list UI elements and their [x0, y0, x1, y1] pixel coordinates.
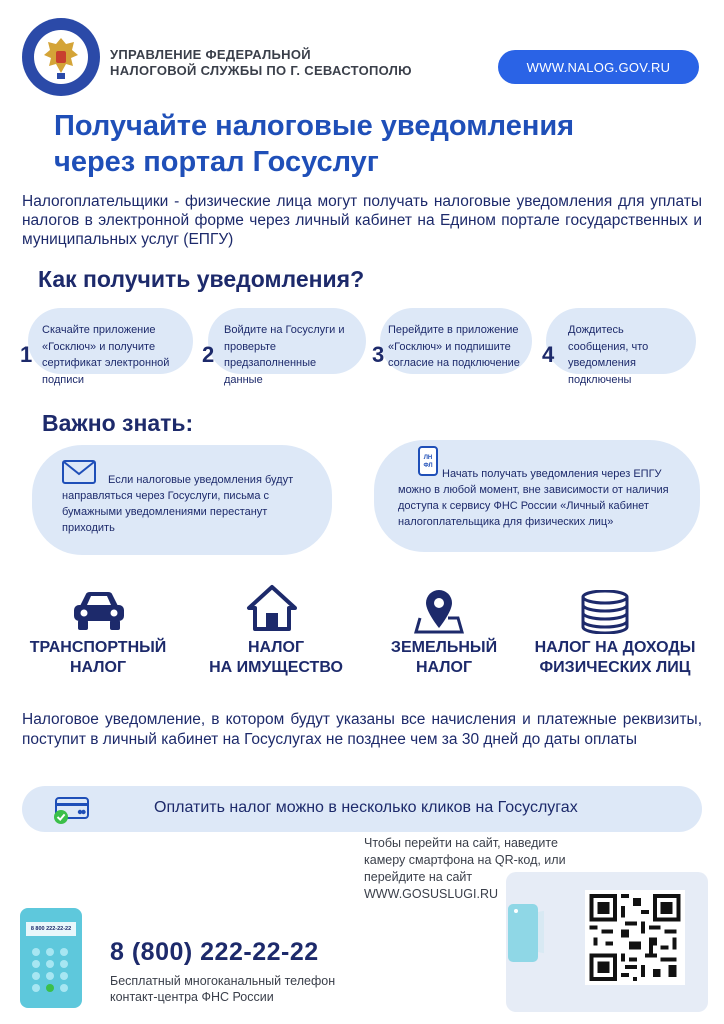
- qr-hint-line-3: перейдите на сайт: [364, 870, 473, 884]
- step-4-text: Дождитесь сообщения, что уведомления подключены: [568, 324, 649, 386]
- tax-income-label: [524, 638, 706, 678]
- important-text-1: Если налоговые уведомления будут направляться через Госуслуги, письма с бумажными уведомлениями перестанут приходить: [62, 474, 294, 534]
- lk-icon-label: ЛН ФЛ: [423, 455, 433, 469]
- tax-transport-label: [18, 638, 178, 678]
- hotline-phone[interactable]: 8 (800) 222-22-22: [110, 938, 319, 966]
- map-pin-icon: [414, 588, 464, 639]
- tax-land-label: [364, 638, 524, 678]
- step-1-number: 1: [20, 342, 33, 367]
- page-title: [54, 108, 674, 180]
- tax-property-line-1: НАЛОГ: [247, 639, 305, 656]
- step-1-text: Скачайте приложение «Госключ» и получите сертификат электронной подписи: [42, 324, 170, 386]
- pay-text: Оплатить налог можно в несколько кликов на Госуслугах: [154, 799, 578, 816]
- tax-transport-line-1: ТРАНСПОРТНЫЙ: [29, 639, 167, 656]
- qr-hint-line-2: камеру смартфона на QR-код, или: [364, 853, 566, 867]
- tax-land-line-1: ЗЕМЕЛЬНЫЙ: [390, 639, 498, 656]
- hotline-desc-line-2: контакт-центра ФНС России: [110, 990, 274, 1004]
- house-icon: [246, 584, 298, 637]
- org-line-1: УПРАВЛЕНИЕ ФЕДЕРАЛЬНОЙ: [110, 47, 311, 62]
- steps-row: [20, 308, 700, 386]
- qr-code[interactable]: [585, 890, 685, 985]
- step-3-number: 3: [372, 342, 385, 367]
- how-heading: Как получить уведомления?: [38, 266, 365, 292]
- phone-device-screen: 8 800 222-22-22: [26, 922, 76, 936]
- gosuslugi-url[interactable]: WWW.GOSUSLUGI.RU: [364, 887, 499, 901]
- coins-icon: [580, 590, 630, 639]
- step-2-text: Войдите на Госуслуги и проверьте предзаполненные данные: [224, 324, 345, 386]
- intro-paragraph: Налогоплательщики - физические лица могут получать налоговые уведомления для уплаты налогов в электронной форме через личный кабинет на Едином портале государственных и муниципальных услуг (ЕПГУ): [22, 193, 702, 248]
- tax-land-line-2: НАЛОГ: [415, 659, 473, 676]
- phone-device-icon: [20, 908, 82, 1008]
- step-4-number: 4: [542, 342, 555, 367]
- title-line-2: через портал Госуслуг: [54, 146, 379, 178]
- hotline-desc-line-1: Бесплатный многоканальный телефон: [110, 974, 336, 988]
- payment-card-icon: [52, 797, 90, 830]
- important-card-1-text: [62, 472, 302, 536]
- smartphone-scan-icon: [504, 902, 544, 971]
- fns-emblem-logo: [22, 18, 100, 96]
- tax-property-label: [196, 638, 356, 678]
- notice-paragraph: Налоговое уведомление, в котором будут указаны все начисления и платежные реквизиты, поступит в личный кабинет на Госуслугах не позднее чем за 30 дней до даты оплаты: [22, 711, 702, 748]
- step-2-number: 2: [202, 342, 215, 367]
- car-icon: [70, 590, 128, 639]
- nalog-site-button[interactable]: WWW.NALOG.GOV.RU: [498, 50, 699, 84]
- step-3-text: Перейдите в приложение «Госключ» и подпишите согласие на подключение: [388, 324, 520, 369]
- title-line-1: Получайте налоговые уведомления: [54, 110, 575, 142]
- org-line-2: НАЛОГОВОЙ СЛУЖБЫ ПО Г. СЕВАСТОПОЛЮ: [110, 63, 412, 78]
- tax-transport-line-2: НАЛОГ: [69, 659, 127, 676]
- important-text-2: Начать получать уведомления через ЕПГУ можно в любой момент, вне зависимости от наличия доступа к сервису ФНС России «Личный кабинет налогоплательщика для физических лиц»: [398, 468, 669, 528]
- tax-income-line-1: НАЛОГ НА ДОХОДЫ: [534, 639, 696, 656]
- important-card-2-text: [398, 466, 688, 530]
- qr-hint-line-1: Чтобы перейти на сайт, наведите: [364, 836, 558, 850]
- hotline-description: [110, 973, 335, 1005]
- tax-income-line-2: ФИЗИЧЕСКИХ ЛИЦ: [539, 659, 691, 676]
- organization-name: [110, 47, 412, 79]
- important-heading: Важно знать:: [42, 410, 194, 436]
- tax-property-line-2: НА ИМУЩЕСТВО: [209, 659, 343, 676]
